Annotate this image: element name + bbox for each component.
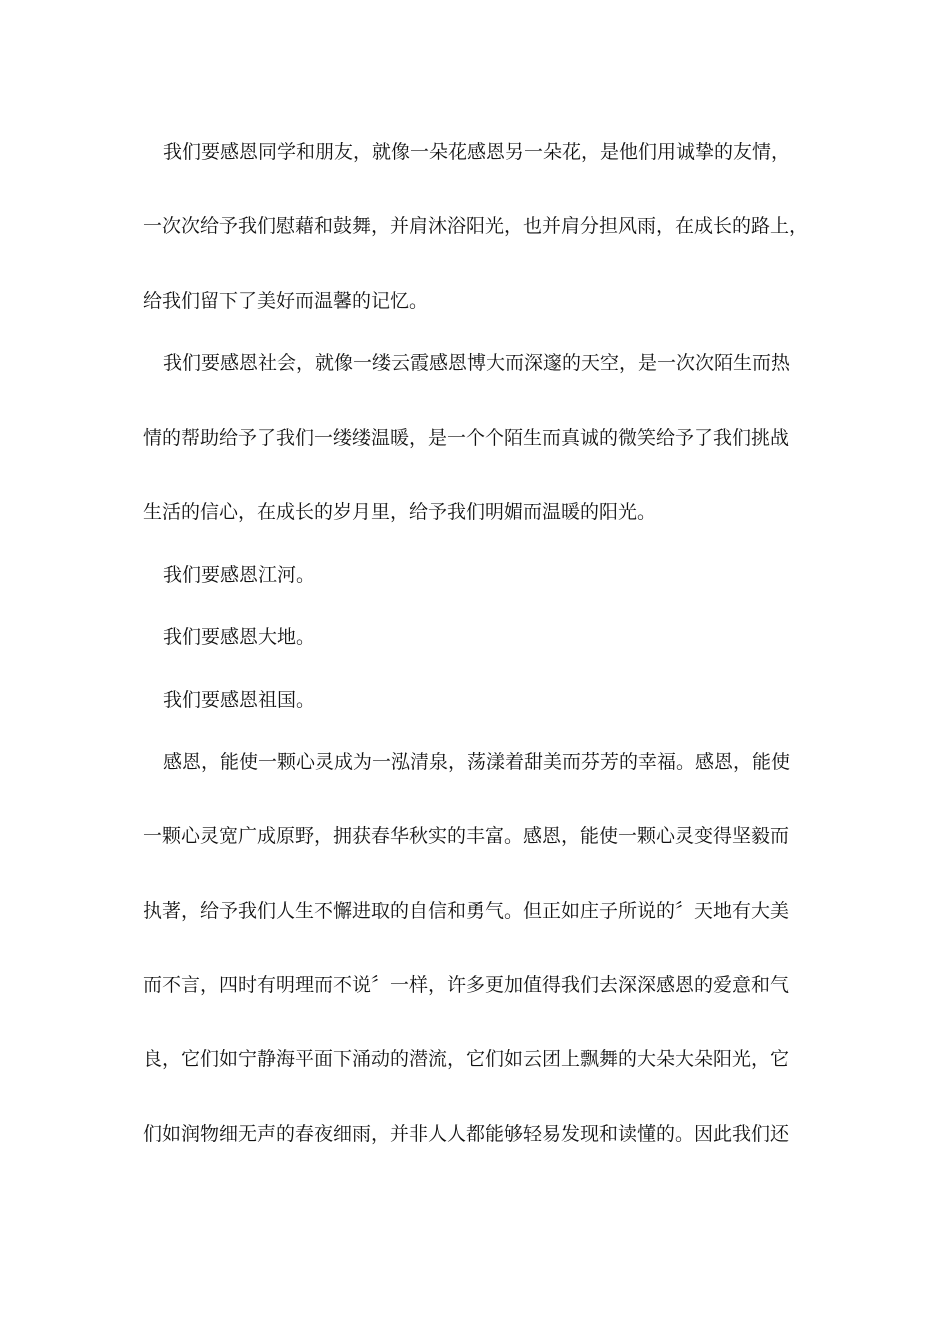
paragraph-4-line-1: 我们要感恩大地。 xyxy=(163,626,316,648)
paragraph-6-line-4: 而不言，四时有明理而不说〞一样，许多更加值得我们去深深感恩的爱意和气 xyxy=(143,974,790,996)
paragraph-6-line-2: 一颗心灵宽广成原野，拥获春华秋实的丰富。感恩，能使一颗心灵变得坚毅而 xyxy=(143,825,790,847)
paragraph-1-line-1: 我们要感恩同学和朋友，就像一朵花感恩另一朵花，是他们用诚挚的友情， xyxy=(163,141,791,163)
paragraph-1-line-3: 给我们留下了美好而温馨的记忆。 xyxy=(143,290,429,312)
paragraph-2-line-1: 我们要感恩社会，就像一缕云霞感恩博大而深邃的天空，是一次次陌生而热 xyxy=(163,352,791,374)
paragraph-5-line-1: 我们要感恩祖国。 xyxy=(163,689,316,711)
paragraph-6-line-3: 执著，给予我们人生不懈进取的自信和勇气。但正如庄子所说的〞天地有大美 xyxy=(143,900,790,922)
paragraph-2-line-3: 生活的信心，在成长的岁月里，给予我们明媚而温暖的阳光。 xyxy=(143,501,657,523)
paragraph-2-line-2: 情的帮助给予了我们一缕缕温暖，是一个个陌生而真诚的微笑给予了我们挑战 xyxy=(143,427,790,449)
paragraph-6-line-1: 感恩，能使一颗心灵成为一泓清泉，荡漾着甜美而芬芳的幸福。感恩，能使 xyxy=(163,751,791,773)
paragraph-6-line-6: 们如润物细无声的春夜细雨，并非人人都能够轻易发现和读懂的。因此我们还 xyxy=(143,1123,790,1145)
paragraph-3-line-1: 我们要感恩江河。 xyxy=(163,564,316,586)
paragraph-1-line-2: 一次次给予我们慰藉和鼓舞，并肩沐浴阳光，也并肩分担风雨，在成长的路上， xyxy=(143,215,808,237)
paragraph-6-line-5: 良，它们如宁静海平面下涌动的潜流，它们如云团上飘舞的大朵大朵阳光，它 xyxy=(143,1048,790,1070)
